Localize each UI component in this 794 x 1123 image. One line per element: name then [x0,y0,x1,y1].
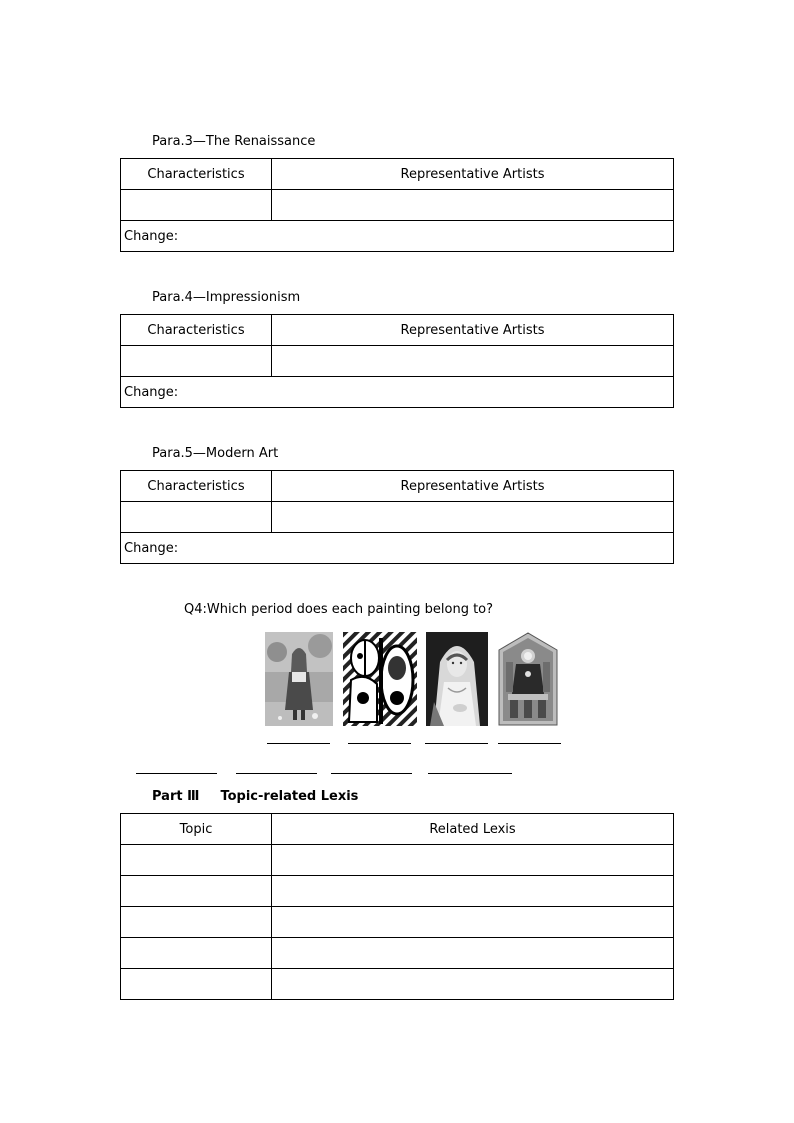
lexis-cell[interactable] [272,876,674,907]
change-label: Change: [124,228,179,244]
characteristics-cell[interactable] [121,190,272,221]
lexis-cell[interactable] [272,969,674,1000]
topic-cell[interactable] [121,938,272,969]
change-row[interactable] [121,377,674,408]
section-title-modern-art: Para.5—Modern Art [152,446,279,461]
lexis-cell[interactable] [272,938,674,969]
impressionist-girl-painting-icon [265,632,333,726]
artists-cell[interactable] [272,346,674,377]
answer-blank[interactable] [331,773,412,774]
impressionism-table [120,314,674,408]
question-4-text: Q4:Which period does each painting belong to? [184,602,494,617]
characteristics-cell[interactable] [121,346,272,377]
characteristics-header: Characteristics [121,471,272,502]
change-label: Change: [124,540,179,556]
table-row [121,938,674,969]
topic-lexis-table [120,813,674,1000]
topic-cell[interactable] [121,876,272,907]
table-row [121,969,674,1000]
related-lexis-header: Related Lexis [272,814,674,845]
answer-blank[interactable] [236,773,317,774]
table-row [121,876,674,907]
painting-3-answer-blank[interactable] [425,743,488,744]
representative-artists-header: Representative Artists [272,315,674,346]
renaissance-woman-veil-painting-icon [426,632,488,726]
renaissance-table [120,158,674,252]
modern-art-table [120,470,674,564]
artists-cell[interactable] [272,190,674,221]
change-row[interactable] [121,533,674,564]
part-3-title: Topic-related Lexis [220,789,359,804]
painting-1-answer-blank[interactable] [267,743,330,744]
painting-4-answer-blank[interactable] [498,743,561,744]
topic-cell[interactable] [121,907,272,938]
characteristics-header: Characteristics [121,315,272,346]
answer-blank[interactable] [136,773,217,774]
part-3-heading [152,789,358,804]
medieval-madonna-altarpiece-icon [498,632,558,726]
characteristics-cell[interactable] [121,502,272,533]
lexis-cell[interactable] [272,845,674,876]
table-row [121,907,674,938]
topic-header: Topic [121,814,272,845]
artists-cell[interactable] [272,502,674,533]
change-row[interactable] [121,221,674,252]
section-title-renaissance: Para.3—The Renaissance [152,134,316,149]
representative-artists-header: Representative Artists [272,471,674,502]
topic-cell[interactable] [121,845,272,876]
topic-cell[interactable] [121,969,272,1000]
cubist-girl-mirror-painting-icon [343,632,417,726]
lexis-cell[interactable] [272,907,674,938]
representative-artists-header: Representative Artists [272,159,674,190]
table-row [121,845,674,876]
painting-2-answer-blank[interactable] [348,743,411,744]
change-label: Change: [124,384,179,400]
section-title-impressionism: Para.4—Impressionism [152,290,301,305]
characteristics-header: Characteristics [121,159,272,190]
part-3-label: Part Ⅲ [152,789,200,804]
answer-blank[interactable] [428,773,512,774]
